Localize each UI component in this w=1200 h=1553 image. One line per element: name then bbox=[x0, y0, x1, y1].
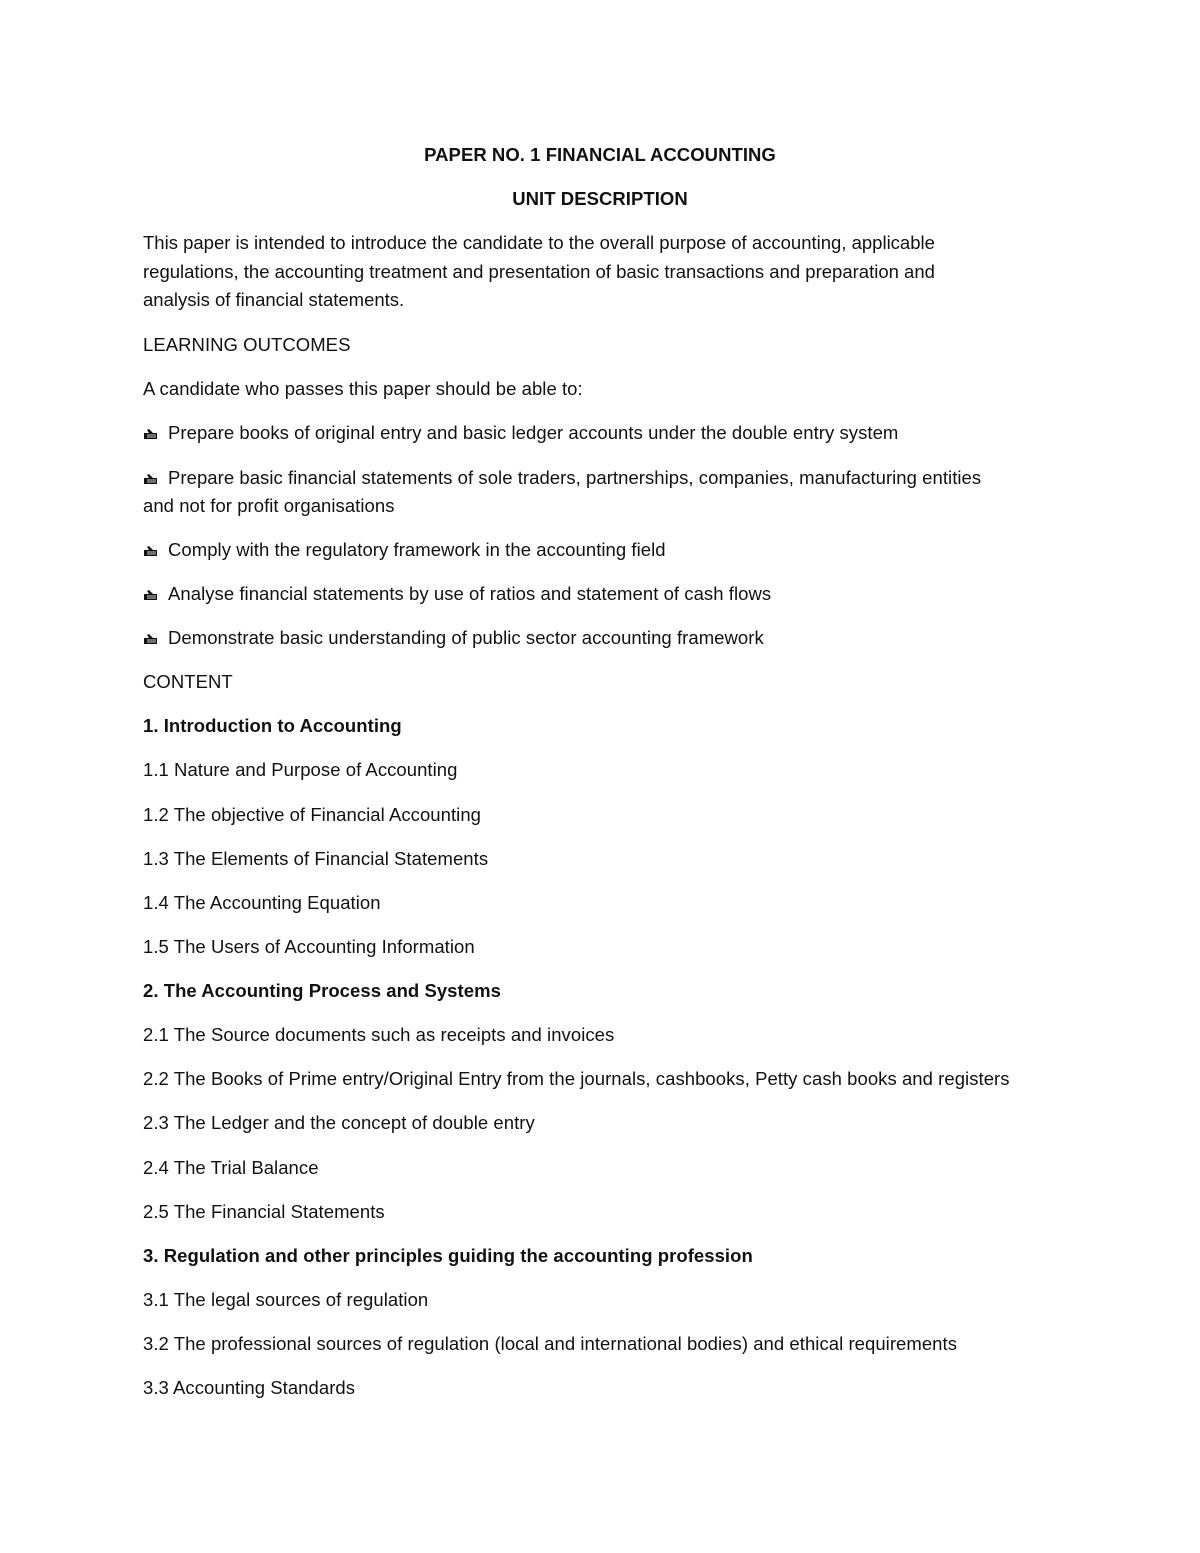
hand-pointer-icon bbox=[143, 473, 158, 485]
hand-pointer-icon bbox=[143, 589, 158, 601]
section-item: 1.2 The objective of Financial Accounting bbox=[143, 804, 482, 825]
section-item: 2.4 The Trial Balance bbox=[143, 1157, 319, 1178]
unit-description-line: This paper is intended to introduce the candidate to the overall purpose of accounting, applicable bbox=[143, 232, 935, 253]
section-item: 1.4 The Accounting Equation bbox=[143, 892, 381, 913]
outcome-item bbox=[143, 624, 764, 652]
section-item: 1.3 The Elements of Financial Statements bbox=[143, 848, 489, 869]
section-item: 3.3 Accounting Standards bbox=[143, 1377, 356, 1398]
outcome-text: Demonstrate basic understanding of public sector accounting framework bbox=[168, 627, 764, 648]
unit-description-paragraph bbox=[143, 229, 1043, 315]
outcome-item bbox=[143, 536, 666, 564]
section-item: 2.2 The Books of Prime entry/Original Entry from the journals, cashbooks, Petty cash books and registers bbox=[143, 1068, 1010, 1089]
section-item: 2.3 The Ledger and the concept of double entry bbox=[143, 1112, 535, 1133]
section-title: 1. Introduction to Accounting bbox=[143, 715, 402, 736]
learning-outcomes-heading: LEARNING OUTCOMES bbox=[143, 334, 351, 355]
content-heading: CONTENT bbox=[143, 671, 233, 692]
outcome-text: Prepare books of original entry and basic ledger accounts under the double entry system bbox=[168, 422, 899, 443]
outcome-item bbox=[143, 464, 981, 492]
outcome-item bbox=[143, 419, 898, 447]
hand-pointer-icon bbox=[143, 545, 158, 557]
section-item: 3.2 The professional sources of regulation (local and international bodies) and ethical requirements bbox=[143, 1333, 958, 1354]
section-item: 3.1 The legal sources of regulation bbox=[143, 1289, 429, 1310]
unit-description-line: analysis of financial statements. bbox=[143, 289, 405, 310]
outcome-text-continuation: and not for profit organisations bbox=[143, 495, 395, 516]
section-item: 2.1 The Source documents such as receipts and invoices bbox=[143, 1024, 615, 1045]
section-item: 1.5 The Users of Accounting Information bbox=[143, 936, 475, 957]
outcome-text: Prepare basic financial statements of sole traders, partnerships, companies, manufacturing entities bbox=[168, 467, 982, 488]
section-title: 3. Regulation and other principles guiding the accounting profession bbox=[143, 1245, 753, 1266]
section-item: 2.5 The Financial Statements bbox=[143, 1201, 385, 1222]
unit-description-line: regulations, the accounting treatment and presentation of basic transactions and preparation and bbox=[143, 260, 935, 282]
section-item: 1.1 Nature and Purpose of Accounting bbox=[143, 759, 458, 780]
hand-pointer-icon bbox=[143, 428, 158, 440]
hand-pointer-icon bbox=[143, 633, 158, 645]
unit-description-heading: UNIT DESCRIPTION bbox=[512, 188, 688, 209]
outcome-item bbox=[143, 580, 771, 608]
learning-outcomes-intro: A candidate who passes this paper should be able to: bbox=[143, 378, 583, 399]
outcome-text: Analyse financial statements by use of ratios and statement of cash flows bbox=[168, 583, 772, 604]
document-title: PAPER NO. 1 FINANCIAL ACCOUNTING bbox=[424, 144, 776, 165]
outcome-text: Comply with the regulatory framework in the accounting field bbox=[168, 539, 666, 560]
section-title: 2. The Accounting Process and Systems bbox=[143, 980, 501, 1001]
